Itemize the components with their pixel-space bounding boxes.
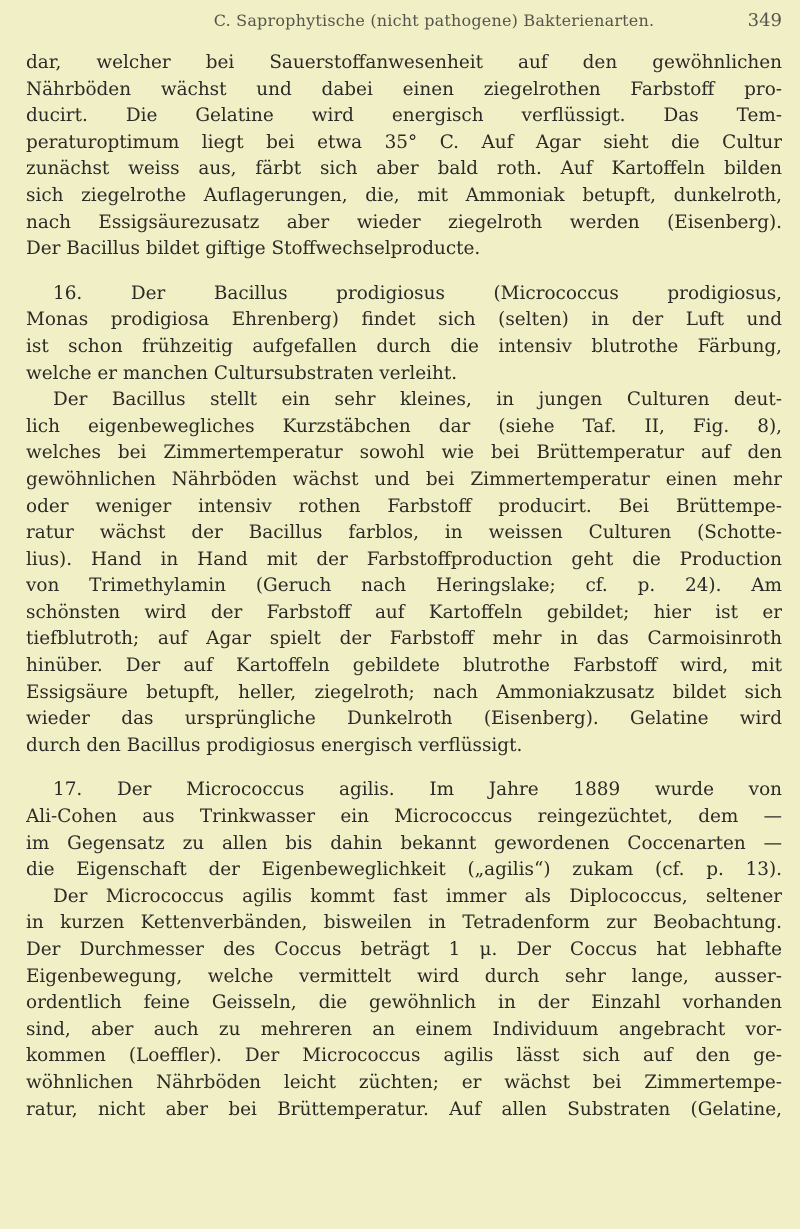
text-line: kommen (Loeffler). Der Micrococcus agilis lässt sich auf den ge- xyxy=(26,1045,782,1067)
body-text xyxy=(26,50,782,1123)
text-line: lich eigenbewegliches Kurzstäbchen dar (siehe Taf. II, Fig. 8), xyxy=(26,415,782,437)
text-line: nach Essigsäurezusatz aber wieder ziegelroth werden (Eisenberg). xyxy=(26,211,782,233)
running-head-title: C. Saprophytische (nicht pathogene) Bakterienarten. xyxy=(213,11,655,30)
text-line: ratur, nicht aber bei Brüttemperatur. Auf allen Substraten (Gelatine, xyxy=(26,1098,782,1120)
text-line: peraturoptimum liegt bei etwa 35° C. Auf Agar sieht die Cultur xyxy=(26,131,782,153)
text-line: Nährböden wächst und dabei einen ziegelrothen Farbstoff pro- xyxy=(26,78,782,100)
section-16-heading-line: 16. Der Bacillus prodigiosus (Micrococcus prodigiosus, xyxy=(53,282,782,304)
text-line: Der Micrococcus agilis kommt fast immer als Diplococcus, seltener xyxy=(53,885,782,907)
text-line: zunächst weiss aus, färbt sich aber bald roth. Auf Kartoffeln bilden xyxy=(26,158,782,180)
text-line: Der Durchmesser des Coccus beträgt 1 μ. Der Coccus hat lebhafte xyxy=(26,939,782,960)
text-line: Eigenbewegung, welche vermittelt wird durch sehr lange, ausser- xyxy=(26,965,782,987)
text-line: sind, aber auch zu mehreren an einem Individuum angebracht vor- xyxy=(26,1018,782,1040)
text-line: gewöhnlichen Nährböden wächst und bei Zimmertemperatur einen mehr xyxy=(26,468,782,490)
text-line: welches bei Zimmertemperatur sowohl wie bei Brüttemperatur auf den xyxy=(26,442,782,464)
page-number: 349 xyxy=(747,10,782,31)
text-line: dar, welcher bei Sauerstoffanwesenheit auf den gewöhnlichen xyxy=(26,52,782,73)
text-line: ordentlich feine Geisseln, die gewöhnlich in der Einzahl vorhanden xyxy=(26,992,782,1014)
text-line: oder weniger intensiv rothen Farbstoff producirt. Bei Brüttempe- xyxy=(26,495,782,517)
section-gap xyxy=(26,759,782,777)
text-line: wieder das ursprüngliche Dunkelroth (Eisenberg). Gelatine wird xyxy=(26,708,782,730)
text-line: ist schon frühzeitig aufgefallen durch die intensiv blutrothe Färbung, xyxy=(26,335,782,357)
text-line: Ali-Cohen aus Trinkwasser ein Micrococcus reingezüchtet, dem — xyxy=(26,806,782,828)
text-line: ratur wächst der Bacillus farblos, in weissen Culturen (Schotte- xyxy=(26,522,782,544)
text-line: hinüber. Der auf Kartoffeln gebildete blutrothe Farbstoff wird, mit xyxy=(26,655,782,677)
text-line: die Eigenschaft der Eigenbeweglichkeit („agilis“) zukam (cf. p. 13). xyxy=(26,859,782,881)
book-page xyxy=(26,10,782,1123)
text-line: im Gegensatz zu allen bis dahin bekannt gewordenen Coccenarten — xyxy=(26,832,782,854)
text-line: von Trimethylamin (Geruch nach Heringslake; cf. p. 24). Am xyxy=(26,575,782,597)
text-line: in kurzen Kettenverbänden, bisweilen in Tetradenform zur Beobachtung. xyxy=(26,912,782,934)
text-line: Der Bacillus stellt ein sehr kleines, in jungen Culturen deut- xyxy=(53,389,782,411)
text-line: Essigsäure betupft, heller, ziegelroth; nach Ammoniakzusatz bildet sich xyxy=(26,681,782,703)
text-line: durch den Bacillus prodigiosus energisch verflüssigt. xyxy=(26,734,523,756)
text-line: Der Bacillus bildet giftige Stoffwechselproducte. xyxy=(26,238,481,260)
text-line: Monas prodigiosa Ehrenberg) findet sich (selten) in der Luft und xyxy=(26,309,782,331)
text-line: welche er manchen Cultursubstraten verleiht. xyxy=(26,362,458,384)
section-17-heading-line: 17. Der Micrococcus agilis. Im Jahre 1889 wurde von xyxy=(53,779,782,801)
text-line: ducirt. Die Gelatine wird energisch verflüssigt. Das Tem- xyxy=(26,105,782,127)
text-line: schönsten wird der Farbstoff auf Kartoffeln gebildet; hier ist er xyxy=(26,601,782,623)
running-head xyxy=(26,10,782,50)
text-line: lius). Hand in Hand mit der Farbstoffproduction geht die Production xyxy=(26,548,782,570)
text-line: tiefblutroth; auf Agar spielt der Farbstoff mehr in das Carmoisinroth xyxy=(26,628,782,650)
text-line: wöhnlichen Nährböden leicht züchten; er wächst bei Zimmertempe- xyxy=(26,1071,782,1093)
text-line: sich ziegelrothe Auflagerungen, die, mit Ammoniak betupft, dunkelroth, xyxy=(26,184,782,206)
section-gap xyxy=(26,263,782,281)
